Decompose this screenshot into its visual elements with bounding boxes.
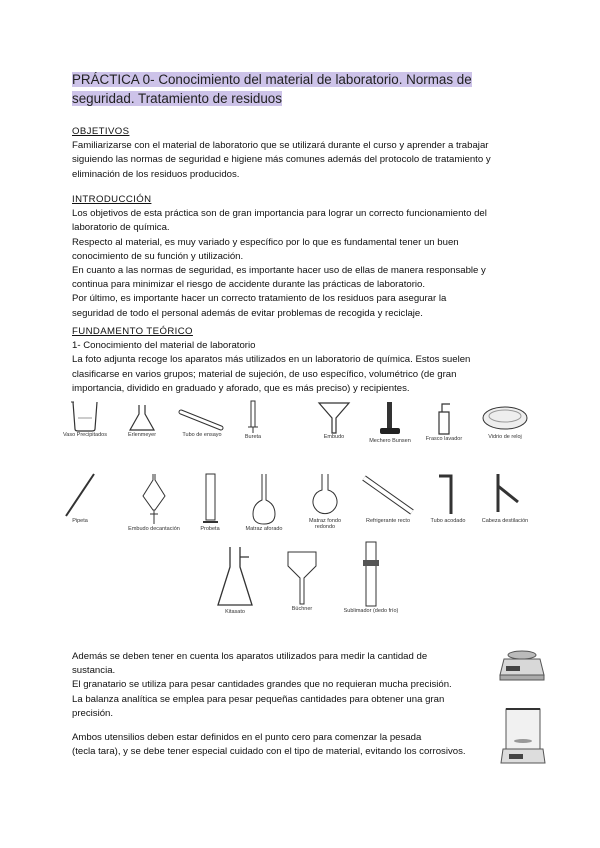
fundamento-line: La foto adjunta recoge los aparatos más utilizados en un laboratorio de química. Estos suelen xyxy=(72,354,471,366)
apparatus-kitasato xyxy=(210,545,260,615)
introduccion-section xyxy=(72,193,522,321)
page-title: PRÁCTICA 0- Conocimiento del material de laboratorio. Normas de seguridad. Tratamiento de residuos xyxy=(72,72,472,106)
apparatus-label: Vidrio de reloj xyxy=(488,434,522,440)
apparatus-label: Kitasato xyxy=(225,609,245,615)
apparatus-label: Pipeta xyxy=(72,518,88,524)
balanzas-note-line: (tecla tara), y se debe tener especial cuidado con el tipo de material, evitando los corrosivos. xyxy=(72,746,466,758)
intro-line: conocimiento de su función y utilización. xyxy=(72,250,244,262)
intro-line: Los objetivos de esta práctica son de gran importancia para lograr un correcto funcionamiento del xyxy=(72,208,487,220)
apparatus-sublimador xyxy=(336,540,406,614)
intro-line: Por último, es importante hacer un correcto tratamiento de los residuos para asegurar la xyxy=(72,293,447,305)
balanzas-line: precisión. xyxy=(72,707,114,719)
apparatus-label: Frasco lavador xyxy=(425,436,463,442)
intro-line: Respecto al material, es muy variado y específico por lo que es fundamental tener un buen xyxy=(72,236,459,248)
apparatus-matraz-aforado xyxy=(242,472,286,532)
intro-line: continua para minimizar el riesgo de accidente durante las prácticas de laboratorio. xyxy=(72,279,426,291)
balanzas-line: La balanza analítica se emplea para pesar pequeñas cantidades para obtener una gran xyxy=(72,693,445,705)
apparatus-cabeza-destilacion xyxy=(480,472,530,524)
apparatus-label: Embudo decantación xyxy=(128,526,180,532)
objetivos-section xyxy=(72,125,522,182)
balanzas-note-line: Ambos utensilios deben estar definidos en el punto cero para comenzar la pesada xyxy=(72,732,422,743)
apparatus-label: Sublimador (dedo frío) xyxy=(343,608,399,614)
apparatus-label: Tubo de ensayo xyxy=(182,432,222,438)
intro-line: laboratorio de química. xyxy=(72,222,170,234)
apparatus-label: Refrigerante recto xyxy=(365,518,411,524)
apparatus-vaso-precipitados xyxy=(60,400,110,438)
fundamento-line: importancia, dividido en graduado y aforado, que es más preciso) y recipientes. xyxy=(72,382,410,394)
apparatus-label: Vaso Precipitados xyxy=(63,432,107,438)
apparatus-label: Matraz aforado xyxy=(245,526,283,532)
fundamento-subheading: 1- Conocimiento del material de laboratorio xyxy=(72,340,256,352)
apparatus-label: Probeta xyxy=(200,526,220,532)
introduccion-heading: INTRODUCCIÓN xyxy=(72,194,152,205)
apparatus-buchner xyxy=(280,550,324,612)
fundamento-heading: FUNDAMENTO TEÓRICO xyxy=(72,326,193,337)
objetivos-heading: OBJETIVOS xyxy=(72,126,130,137)
apparatus-label: Embudo xyxy=(323,434,345,440)
objetivos-line: Familiarizarse con el material de laboratorio que se utilizará durante el curso y aprender a trabajar xyxy=(72,140,489,152)
objetivos-line: siguiendo las normas de seguridad e higiene más comunes además del protocolo de tratamiento y xyxy=(72,154,491,166)
apparatus-tubo-ensayo xyxy=(172,408,232,438)
apparatus-label: Matraz fondo redondo xyxy=(308,518,342,530)
apparatus-label: Erlenmeyer xyxy=(127,432,157,438)
balanzas-section xyxy=(72,650,492,721)
apparatus-matraz-fondo-redondo xyxy=(300,472,350,530)
apparatus-label: Bureta xyxy=(244,434,262,440)
apparatus-bureta xyxy=(238,400,268,440)
apparatus-label: Tubo acodado xyxy=(430,518,466,524)
balanzas-notes xyxy=(72,731,502,759)
intro-line: En cuanto a las normas de seguridad, es importante hacer uso de ellas de manera responsable y xyxy=(72,265,486,277)
intro-line: seguridad de todo el personal además de evitar problemas de recogida y reciclaje. xyxy=(72,307,423,319)
apparatus-erlenmeyer xyxy=(122,404,162,438)
apparatus-embudo-decantacion xyxy=(126,472,182,532)
apparatus-mechero-bunsen xyxy=(368,400,412,444)
balanzas-line: Además se deben tener en cuenta los aparatos utilizados para medir la cantidad de xyxy=(72,651,428,662)
apparatus-pipeta xyxy=(60,472,100,524)
apparatus-embudo xyxy=(312,400,356,440)
balanzas-line: sustancia. xyxy=(72,665,116,677)
apparatus-label: Mechero Bunsen xyxy=(369,438,411,444)
fundamento-section xyxy=(72,325,522,396)
balanza-analitica-image xyxy=(500,705,546,767)
apparatus-label: Cabeza destilación xyxy=(481,518,529,524)
apparatus-vidrio-reloj xyxy=(478,404,532,440)
objetivos-line: eliminación de los residuos producidos. xyxy=(72,168,240,180)
apparatus-tubo-acodado xyxy=(426,472,470,524)
granatario-image xyxy=(498,645,546,683)
apparatus-refrigerante-recto xyxy=(356,472,420,524)
apparatus-frasco-lavador xyxy=(422,400,466,442)
fundamento-line: clasificarse en varios grupos; material de sujeción, de uso específico, volumétrico (de gran xyxy=(72,368,457,380)
apparatus-figure xyxy=(60,400,550,630)
balanzas-line: El granatario se utiliza para pesar cantidades grandes que no requieran mucha precisión. xyxy=(72,679,452,691)
apparatus-label: Büchner xyxy=(291,606,313,612)
apparatus-probeta xyxy=(190,472,230,532)
